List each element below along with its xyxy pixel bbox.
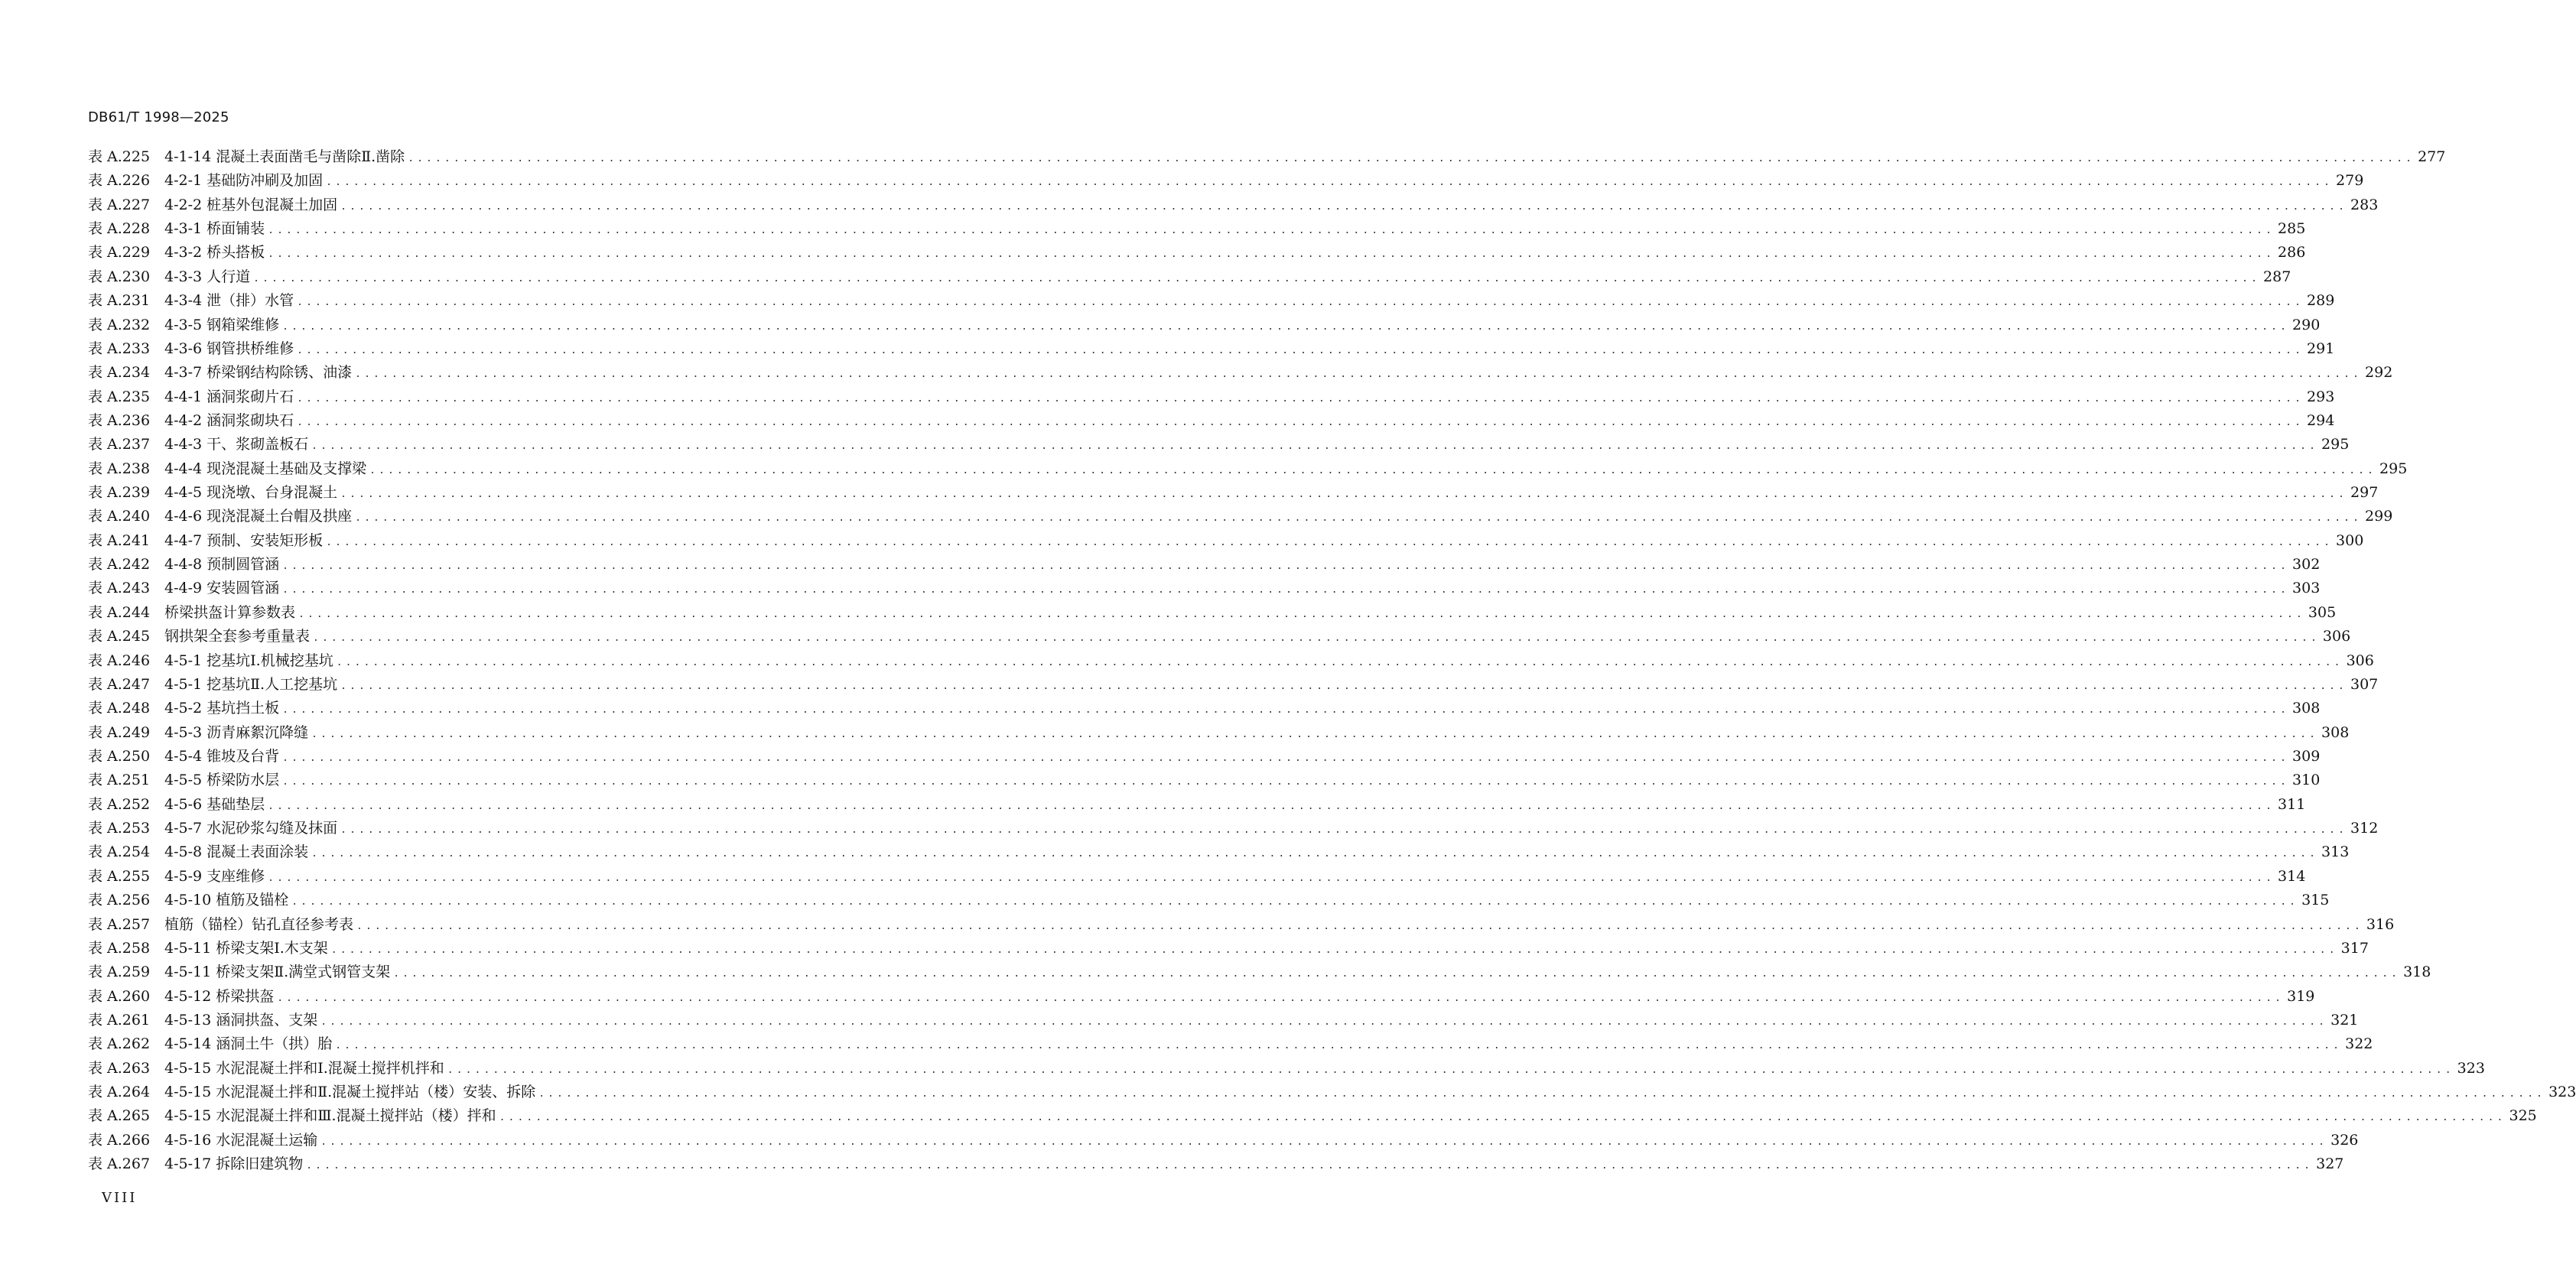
toc-entry[interactable]	[88, 1104, 2537, 1128]
toc-entry[interactable]	[88, 481, 2379, 505]
toc-entry-title: 4-5-6 基础垫层	[164, 795, 265, 813]
toc-dot-leader: ............................................................................................................................................................................................................................	[340, 824, 2348, 837]
toc-page-number: 319	[2287, 987, 2315, 1005]
toc-entry-title: 4-5-11 桥梁支架Ⅰ.木支架	[164, 939, 328, 957]
toc-page-number: 305	[2308, 603, 2337, 621]
toc-page-number: 302	[2292, 556, 2321, 574]
toc-dot-leader: ............................................................................................................................................................................................................................	[282, 776, 2290, 788]
toc-entry[interactable]	[88, 913, 2395, 937]
toc-entry-title: 4-5-1 挖基坑Ⅱ.人工挖基坑	[164, 675, 338, 693]
toc-entry-title: 4-4-6 现浇混凝土台帽及拱座	[164, 508, 353, 525]
toc-entry-title: 4-3-2 桥头搭板	[164, 244, 265, 262]
toc-dot-leader: ............................................................................................................................................................................................................................	[291, 896, 2299, 908]
page-number-footer: VIII	[102, 1190, 138, 1206]
toc-entry[interactable]	[88, 529, 2364, 553]
toc-page-number: 277	[2418, 148, 2446, 165]
toc-page-number: 312	[2350, 820, 2379, 837]
toc-entry[interactable]	[88, 193, 2379, 217]
toc-dot-leader: ............................................................................................................................................................................................................................	[326, 536, 2334, 548]
toc-dot-leader: ............................................................................................................................................................................................................................	[447, 1064, 2454, 1076]
toc-entry[interactable]	[88, 817, 2379, 840]
toc-entry[interactable]	[88, 793, 2306, 817]
toc-entry[interactable]	[88, 889, 2330, 912]
toc-page-number: 283	[2350, 196, 2379, 213]
toc-page-number: 295	[2379, 460, 2408, 477]
toc-entry-title: 4-5-14 涵洞土牛（拱）胎	[164, 1035, 333, 1053]
toc-entry[interactable]	[88, 601, 2337, 625]
toc-page-number: 293	[2307, 388, 2335, 405]
toc-page-number: 285	[2278, 220, 2306, 238]
toc-entry-title: 4-4-7 预制、安装矩形板	[164, 531, 324, 549]
toc-entry[interactable]	[88, 865, 2306, 889]
toc-table-id: 表 A.254	[88, 843, 151, 861]
toc-table-id: 表 A.266	[88, 1131, 151, 1149]
toc-table-id: 表 A.255	[88, 867, 151, 885]
toc-dot-leader: ............................................................................................................................................................................................................................	[282, 320, 2290, 333]
toc-table-id: 表 A.230	[88, 268, 151, 285]
toc-dot-leader: ............................................................................................................................................................................................................................	[335, 1040, 2343, 1052]
toc-page-number: 314	[2278, 867, 2306, 885]
toc-page-number: 289	[2307, 292, 2335, 310]
toc-table-id: 表 A.234	[88, 364, 151, 382]
toc-page-number: 290	[2292, 316, 2321, 333]
toc-entry-title: 4-4-8 预制圆管涵	[164, 556, 280, 574]
toc-entry[interactable]	[88, 1032, 2373, 1056]
toc-entry[interactable]	[88, 241, 2306, 265]
toc-dot-leader: ............................................................................................................................................................................................................................	[282, 584, 2290, 596]
toc-page-number: 325	[2509, 1107, 2537, 1125]
toc-entry[interactable]	[88, 697, 2321, 720]
toc-entry-title: 4-5-10 植筋及锚栓	[164, 892, 289, 909]
toc-entry[interactable]	[88, 169, 2364, 193]
toc-entry[interactable]	[88, 1081, 2576, 1104]
toc-page-number: 317	[2340, 939, 2369, 957]
toc-table-id: 表 A.241	[88, 531, 151, 549]
toc-entry-title: 钢拱架全套参考重量表	[164, 628, 311, 645]
toc-table-id: 表 A.260	[88, 987, 151, 1005]
toc-table-id: 表 A.247	[88, 675, 151, 693]
toc-page-number: 308	[2292, 700, 2321, 717]
toc-dot-leader: ............................................................................................................................................................................................................................	[340, 200, 2348, 213]
toc-page-number: 300	[2336, 531, 2364, 549]
toc-entry[interactable]	[88, 985, 2315, 1009]
toc-dot-leader: ............................................................................................................................................................................................................................	[282, 704, 2290, 717]
toc-entry-title: 4-5-2 基坑挡土板	[164, 700, 280, 717]
toc-entry-title: 4-5-16 水泥混凝土运输	[164, 1131, 318, 1149]
toc-entry[interactable]	[88, 745, 2321, 769]
toc-entry-title: 4-5-15 水泥混凝土拌和Ⅱ.混凝土搅拌站（楼）安装、拆除	[164, 1084, 536, 1101]
toc-entry-title: 4-3-5 钢箱梁维修	[164, 316, 280, 333]
toc-entry[interactable]	[88, 721, 2350, 745]
toc-entry[interactable]	[88, 385, 2335, 409]
toc-entry[interactable]	[88, 433, 2350, 457]
toc-entry-title: 植筋（锚栓）钻孔直径参考表	[164, 915, 354, 933]
toc-dot-leader: ............................................................................................................................................................................................................................	[393, 968, 2401, 980]
toc-entry-title: 4-5-3 沥青麻絮沉降缝	[164, 723, 309, 741]
toc-table-id: 表 A.239	[88, 484, 151, 502]
toc-dot-leader: ............................................................................................................................................................................................................................	[326, 177, 2334, 189]
toc-page-number: 318	[2403, 964, 2431, 981]
toc-page-number: 286	[2278, 244, 2306, 262]
toc-entry[interactable]	[88, 769, 2321, 792]
toc-dot-leader: ............................................................................................................................................................................................................................	[253, 272, 2261, 284]
toc-table-id: 表 A.242	[88, 556, 151, 574]
toc-page-number: 308	[2321, 723, 2350, 741]
toc-entry-title: 4-5-1 挖基坑Ⅰ.机械挖基坑	[164, 652, 333, 669]
toc-page-number: 295	[2321, 436, 2350, 453]
toc-table-id: 表 A.250	[88, 747, 151, 765]
toc-dot-leader: ............................................................................................................................................................................................................................	[268, 249, 2275, 261]
toc-table-id: 表 A.263	[88, 1059, 151, 1077]
toc-table-id: 表 A.264	[88, 1084, 151, 1101]
toc-page-number: 316	[2366, 915, 2395, 933]
toc-entry[interactable]	[88, 145, 2446, 169]
toc-page-number: 303	[2292, 580, 2321, 597]
toc-dot-leader: ............................................................................................................................................................................................................................	[355, 512, 2363, 525]
toc-table-id: 表 A.225	[88, 148, 151, 165]
toc-dot-leader: ............................................................................................................................................................................................................................	[336, 656, 2343, 668]
toc-table-id: 表 A.248	[88, 700, 151, 717]
toc-page-number: 307	[2350, 675, 2379, 693]
toc-dot-leader: ............................................................................................................................................................................................................................	[277, 992, 2285, 1004]
toc-table-id: 表 A.227	[88, 196, 151, 213]
toc-dot-leader: ............................................................................................................................................................................................................................	[268, 800, 2275, 812]
toc-dot-leader: ............................................................................................................................................................................................................................	[306, 1160, 2314, 1172]
toc-table-id: 表 A.267	[88, 1155, 151, 1173]
toc-entry[interactable]	[88, 577, 2321, 600]
toc-entry[interactable]	[88, 289, 2335, 313]
toc-entry-title: 4-5-15 水泥混凝土拌和Ⅲ.混凝土搅拌站（楼）拌和	[164, 1107, 496, 1125]
toc-entry-title: 桥梁拱盔计算参数表	[164, 603, 296, 621]
toc-page-number: 323	[2457, 1059, 2485, 1077]
toc-table-id: 表 A.238	[88, 460, 151, 477]
toc-entry-title: 4-4-5 现浇墩、台身混凝土	[164, 484, 338, 502]
toc-dot-leader: ............................................................................................................................................................................................................................	[311, 728, 2319, 740]
toc-entry[interactable]	[88, 1057, 2485, 1081]
toc-dot-leader: ............................................................................................................................................................................................................................	[297, 344, 2304, 356]
toc-entry-title: 4-4-1 涵洞浆砌片石	[164, 388, 294, 405]
toc-table-id: 表 A.228	[88, 220, 151, 238]
toc-entry[interactable]	[88, 937, 2369, 960]
toc-page-number: 306	[2322, 628, 2351, 645]
toc-page-number: 292	[2365, 364, 2393, 382]
toc-dot-leader: ............................................................................................................................................................................................................................	[311, 440, 2319, 453]
toc-page-number: 315	[2301, 892, 2330, 909]
toc-entry-title: 4-5-5 桥梁防水层	[164, 772, 280, 789]
toc-table-id: 表 A.231	[88, 292, 151, 310]
toc-entry[interactable]	[88, 409, 2335, 433]
toc-dot-leader: ............................................................................................................................................................................................................................	[320, 1136, 2328, 1148]
toc-entry-title: 4-1-14 混凝土表面凿毛与凿除Ⅱ.凿除	[164, 148, 405, 165]
toc-table-id: 表 A.257	[88, 915, 151, 933]
toc-page-number: 309	[2292, 747, 2321, 765]
toc-entry[interactable]	[88, 649, 2374, 673]
toc-page-number: 322	[2345, 1035, 2373, 1053]
toc-dot-leader: ............................................................................................................................................................................................................................	[282, 561, 2290, 573]
toc-dot-leader: ............................................................................................................................................................................................................................	[355, 369, 2363, 381]
toc-table-id: 表 A.232	[88, 316, 151, 333]
toc-entry[interactable]	[88, 625, 2351, 648]
toc-entry-title: 4-3-3 人行道	[164, 268, 251, 285]
toc-entry[interactable]	[88, 217, 2306, 241]
toc-dot-leader: ............................................................................................................................................................................................................................	[268, 225, 2275, 237]
toc-entry-title: 4-2-1 基础防冲刷及加固	[164, 172, 324, 190]
toc-entry-title: 4-5-4 锥坡及台背	[164, 747, 280, 765]
toc-dot-leader: ............................................................................................................................................................................................................................	[268, 872, 2275, 884]
toc-table-id: 表 A.259	[88, 964, 151, 981]
toc-table-id: 表 A.237	[88, 436, 151, 453]
toc-entry-title: 4-3-6 钢管拱桥维修	[164, 340, 294, 357]
toc-dot-leader: ............................................................................................................................................................................................................................	[297, 416, 2304, 428]
toc-dot-leader: ............................................................................................................................................................................................................................	[311, 848, 2319, 860]
toc-entry-title: 4-5-15 水泥混凝土拌和Ⅰ.混凝土搅拌机拌和	[164, 1059, 444, 1077]
toc-page-number: 321	[2330, 1011, 2359, 1029]
toc-table-id: 表 A.261	[88, 1011, 151, 1029]
toc-table-id: 表 A.253	[88, 820, 151, 837]
toc-page-number: 306	[2346, 652, 2374, 669]
toc-table-id: 表 A.229	[88, 244, 151, 262]
toc-page-number: 287	[2263, 268, 2291, 285]
toc-entry-title: 4-5-11 桥梁支架Ⅱ.满堂式钢管支架	[164, 964, 391, 981]
toc-entry-title: 4-5-13 涵洞拱盔、支架	[164, 1011, 318, 1029]
toc-page-number: 279	[2336, 172, 2364, 190]
toc-entry[interactable]	[88, 265, 2291, 289]
toc-dot-leader: ............................................................................................................................................................................................................................	[369, 464, 2377, 476]
toc-table-id: 表 A.252	[88, 795, 151, 813]
toc-entry-title: 4-4-9 安装圆管涵	[164, 580, 280, 597]
toc-dot-leader: ............................................................................................................................................................................................................................	[408, 153, 2415, 164]
toc-dot-leader: ............................................................................................................................................................................................................................	[330, 944, 2338, 956]
toc-entry[interactable]	[88, 1129, 2359, 1152]
toc-dot-leader: ............................................................................................................................................................................................................................	[298, 608, 2305, 620]
toc-table-id: 表 A.226	[88, 172, 151, 190]
toc-dot-leader: ............................................................................................................................................................................................................................	[297, 297, 2304, 309]
toc-entry-title: 4-5-8 混凝土表面涂装	[164, 843, 309, 861]
table-of-contents-list	[88, 145, 2576, 1176]
toc-dot-leader: ............................................................................................................................................................................................................................	[499, 1112, 2506, 1124]
toc-entry[interactable]	[88, 337, 2335, 361]
toc-entry-title: 4-5-9 支座维修	[164, 867, 265, 885]
toc-entry[interactable]	[88, 457, 2408, 481]
toc-page-number: 297	[2350, 484, 2379, 502]
toc-page-number: 310	[2292, 772, 2321, 789]
toc-entry-title: 4-5-17 拆除旧建筑物	[164, 1155, 304, 1173]
toc-table-id: 表 A.235	[88, 388, 151, 405]
toc-dot-leader: ............................................................................................................................................................................................................................	[340, 680, 2347, 692]
toc-table-id: 表 A.244	[88, 603, 151, 621]
toc-dot-leader: ............................................................................................................................................................................................................................	[313, 632, 2320, 645]
toc-entry-title: 4-4-3 干、浆砌盖板石	[164, 436, 309, 453]
toc-table-id: 表 A.249	[88, 723, 151, 741]
toc-dot-leader: ............................................................................................................................................................................................................................	[340, 489, 2348, 501]
toc-entry[interactable]	[88, 553, 2321, 577]
document-code-header: DB61/T 1998—2025	[88, 109, 229, 125]
toc-table-id: 表 A.265	[88, 1107, 151, 1125]
toc-entry[interactable]	[88, 314, 2321, 337]
toc-page-number: 294	[2307, 411, 2335, 429]
toc-entry[interactable]	[88, 840, 2350, 864]
toc-entry[interactable]	[88, 960, 2431, 984]
toc-entry-title: 4-5-7 水泥砂浆勾缝及抹面	[164, 820, 338, 837]
toc-entry-title: 4-4-4 现浇混凝土基础及支撑梁	[164, 460, 367, 477]
toc-table-id: 表 A.251	[88, 772, 151, 789]
toc-page-number: 327	[2316, 1155, 2344, 1173]
toc-page-number: 299	[2365, 508, 2393, 525]
toc-dot-leader: ............................................................................................................................................................................................................................	[282, 752, 2290, 764]
toc-page-number: 323	[2548, 1084, 2576, 1101]
toc-page-number: 326	[2330, 1131, 2359, 1149]
toc-entry-title: 4-5-12 桥梁拱盔	[164, 987, 275, 1005]
toc-table-id: 表 A.258	[88, 939, 151, 957]
toc-table-id: 表 A.236	[88, 411, 151, 429]
toc-entry[interactable]	[88, 1009, 2359, 1032]
toc-table-id: 表 A.246	[88, 652, 151, 669]
toc-table-id: 表 A.245	[88, 628, 151, 645]
toc-entry[interactable]	[88, 1152, 2344, 1176]
toc-table-id: 表 A.243	[88, 580, 151, 597]
toc-dot-leader: ............................................................................................................................................................................................................................	[538, 1088, 2546, 1100]
toc-entry[interactable]	[88, 361, 2393, 385]
toc-entry-title: 4-4-2 涵洞浆砌块石	[164, 411, 294, 429]
toc-entry-title: 4-3-1 桥面铺装	[164, 220, 265, 238]
toc-page-number: 311	[2278, 795, 2306, 813]
toc-entry-title: 4-2-2 桩基外包混凝土加固	[164, 196, 338, 213]
toc-dot-leader: ............................................................................................................................................................................................................................	[320, 1016, 2328, 1028]
toc-entry-title: 4-3-4 泄（排）水管	[164, 292, 294, 310]
toc-page-number: 313	[2321, 843, 2350, 861]
toc-page-number: 291	[2307, 340, 2335, 357]
toc-dot-leader: ............................................................................................................................................................................................................................	[356, 920, 2363, 932]
toc-entry[interactable]	[88, 505, 2393, 528]
toc-entry-title: 4-3-7 桥梁钢结构除锈、油漆	[164, 364, 353, 382]
toc-entry[interactable]	[88, 673, 2379, 697]
toc-dot-leader: ............................................................................................................................................................................................................................	[297, 392, 2304, 405]
toc-table-id: 表 A.256	[88, 892, 151, 909]
toc-table-id: 表 A.262	[88, 1035, 151, 1053]
toc-table-id: 表 A.240	[88, 508, 151, 525]
toc-table-id: 表 A.233	[88, 340, 151, 357]
